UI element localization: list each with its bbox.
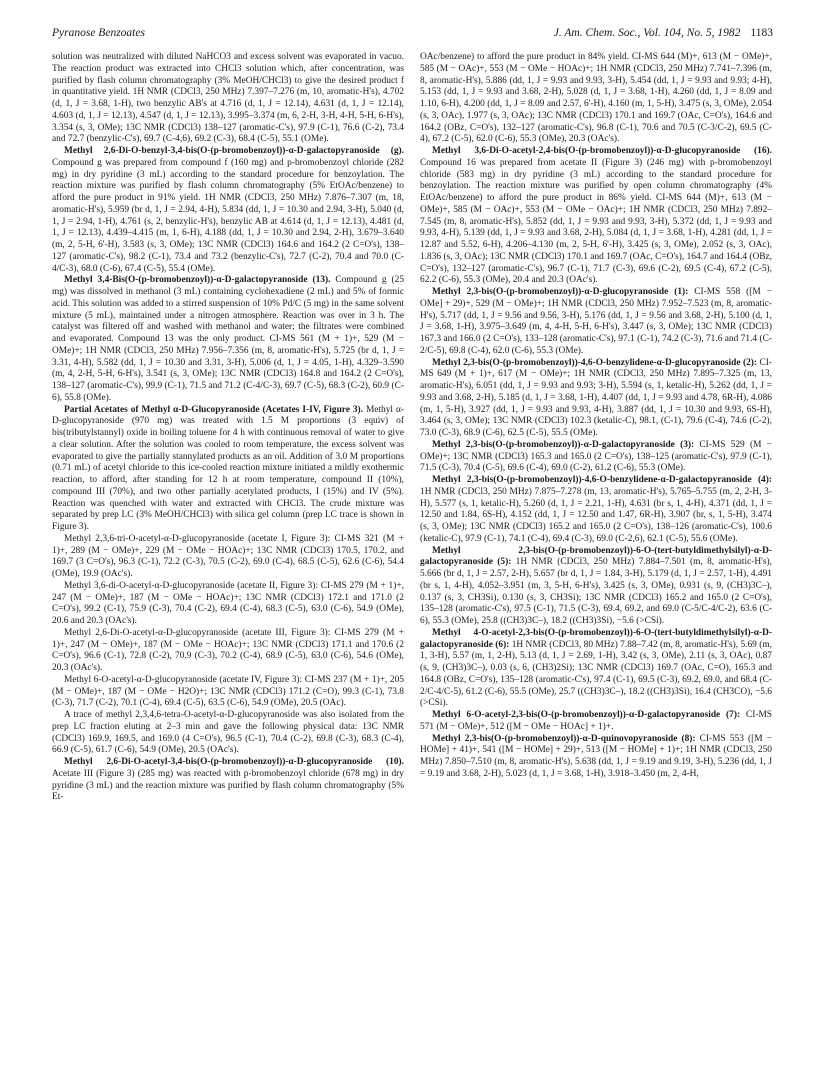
paragraph	[52, 146, 404, 275]
paragraph-text: Compound 16 was prepared from acetate II (Figure 3) (246 mg) with p-bromobenzoyl chloride (583 mg) in dry pyridine (3 mL) according to the standard procedure for benzoylation. The reaction mixture was purified by open column chromatography (4% EtOAc/benzene) to afford the pure product in 86% yield. CI-MS 644 (M)+, 613 (M − OMe)+, 585 (M − OAc)+, 553 (M − OMe − OAc)+; 1H NMR (CDCl3, 250 MHz) 7.892–7.545 (m, 8, aromatic-H's), 5.852 (dd, 1, J = 9.93 and 9.93, 3-H), 5.372 (dd, 1, J = 9.93 and 9.93, 4-H), 5.139 (dd, 1, J = 9.93 and 3.68, 2-H), 5.084 (d, 1, J = 3.68, 1-H), 4.281 (dd, 1, J = 12.87 and 5.52, 6-H), 4.206–4.130 (m, 2, 5-H, 6'-H), 3.425 (s, 3, OMe), 2.052 (s, 3, OAc), 1.836 (s, 3, OAc); 13C NMR (CDCl3) 170.1 and 169.7 (OAc, C=O's), 164.7 and 164.4 (OBz, C=O's), 132–127 (aromatic-C's), 96.7 (C-1), 71.7 (C-3), 69.6 (C-2), 69.5 (C-4), 67.2 (C-5), 62.2 (C-6), 55.3 (OMe), 20.4 and 20.3 (OAc's).	[420, 157, 772, 286]
paragraph-text: 1H NMR (CDCl3, 250 MHz) 7.884–7.501 (m, 8, aromatic-H's), 5.666 (br d, 1, J = 2.57, 2-H), 5.657 (br d, 1, J = 1.84, 3-H), 5.179 (d, 1, J = 2.57, 1-H), 4.491 (br s, 1, 4-H), 4.052–3.951 (m, 3, 5-H, 6-H's), 3.425 (s, 3, OMe), 0.931 (s, 9, (CH3)3C–), 0.137 (s, 3, CH3Si), 0.130 (s, 3, CH3Si); 13C NMR (CDCl3) 165.2 and 165.0 (2 C=O's), 135–128 (aromatic-C's), 97.5 (C-1), 71.5 (C-3), 69.4, 69.2, and 69.0 (C-5/C-4/C-2), 63.6 (C-6), 55.3 (OMe), 25.8 ((CH3)3C–), 18.2 ((CH3)3Si), −5.6 (>CSi).	[420, 557, 772, 626]
paragraph	[420, 734, 772, 781]
paragraph-text: Methyl α-D-glucopyranoside (970 mg) was treated with 1.5 M proportions (3 equiv) of bis(tributylstannyl) oxide in boiling toluene for 4 h with continuous removal of water to give a clear solution. After the solution was cooled to room temperature, the excess solvent was evaporated to give the partially stannylated products as an oil. Addition of 3.0 M proportions (0.71 mL) of acetyl chloride to this ice-cooled reaction mixture initiated a mildly exothermic reaction, to afford, after standing for 12 h at room temperature, compound II (10%), compound III (70%), and two other partially acetylated products, I (15%) and IV (5%). Reaction was quenched with water and extracted with CHCl3. The crude mixture was separated by prep LC (3% MeOH/CHCl3) with silica gel column (prep LC trace is shown in Figure 3).	[52, 404, 404, 532]
paragraph-text: CI-MS 558 ([M − OMe] + 29)+, 529 (M − OMe)+; 1H NMR (CDCl3, 250 MHz) 7.952–7.523 (m, 8, aromatic-H's), 5.717 (dd, 1, J = 9.56 and 9.56, 3-H), 5.176 (dd, 1, J = 9.56 and 3.68, 2-H), 5.100 (d, 1, J = 3.68, 1-H), 3.975–3.649 (m, 4, 4-H, 5-H, 6-H's), 3.447 (s, 3, OMe); 13C NMR (CDCl3) 167.3 and 166.0 (2 C=O's), 133–128 (aromatic-C's), 97.1 (C-1), 74.2 (C-3), 71.6 and 71.4 (C-2/C-5), 69.8 (C-4), 62.0 (C-6), 55.3 (OMe).	[420, 287, 772, 356]
running-title: Pyranose Benzoates	[52, 27, 145, 39]
compound-heading: Methyl 4-O-acetyl-2,3-bis(O-(p-bromobenzoyl))-6-O-(tert-butyldimethylsilyl)-α-D-galactopyranoside (6):	[420, 627, 772, 650]
paragraph	[420, 146, 772, 287]
paragraph-text: Methyl 3,6-di-O-acetyl-α-D-glucopyranoside (acetate II, Figure 3): CI-MS 279 (M + 1)+, 247 (M − OMe)+, 187 (M − OMe − HOAc)+; 13C NMR (CDCl3) 172.1 and 171.0 (2 C=O's), 99.2 (C-1), 75.9 (C-3), 70.4 (C-2), 69.4 (C-4), 68.3 (C-5), 63.0 (C-6), 54.9 (OMe), 20.6 and 20.3 (OAc's).	[52, 580, 404, 626]
paragraph-text: solution was neutralized with diluted NaHCO3 and excess solvent was evaporated in vacuo. The reaction product was extracted into CHCl3 solution which, after concentration, was purified by flash column chromatography (3% MeOH/CHCl3) to give the desired product f in quantitative yield. 1H NMR (CDCl3, 250 MHz) 7.397–7.276 (m, 10, aromatic-H's), 4.702 (d, 1, J = 3.68, 1-H), two benzylic AB's at 4.716 (d, 1, J = 12.14), 4.631 (d, 1, J = 12.14), 4.603 (d, 1, J = 12.13), 4.547 (d, 1, J = 12.13), 3.995–3.374 (m, 6, 2-H, 3-H, 4-H, 5-H, 6-H's), 3.354 (s, 3, OMe); 13C NMR (CDCl3) 138–127 (aromatic-C's), 97.9 (C-1), 76.6 (C-2), 73.4 and 72.7 (benzylic-C's), 69.7 (C-4,6), 69.2 (C-3), 68.4 (C-5), 55.1 (OMe).	[52, 52, 404, 145]
compound-heading: Methyl 3,6-Di-O-acetyl-2,4-bis(O-(p-bromobenzoyl))-α-D-glucopyranoside (16).	[432, 146, 772, 156]
paragraph-text: CI-MS 571 (M − OMe)+, 512 ([M − OMe − HOAc] + 1)+.	[420, 710, 772, 732]
paragraph	[52, 275, 404, 404]
paragraph	[420, 628, 772, 710]
compound-heading: Methyl 2,3-bis(O-(p-bromobenzoyl))-α-D-galactopyranoside (3):	[432, 439, 695, 450]
paragraph-text: Methyl 2,3,6-tri-O-acetyl-α-D-glucopyranoside (acetate I, Figure 3): CI-MS 321 (M + 1)+, 289 (M − OMe)+, 229 (M − OMe − HOAc)+; 13C NMR (CDCl3) 170.5, 170.2, and 169.7 (3 C=O's), 96.3 (C-1), 72.2 (C-3), 70.5 (C-2), 69.0 (C-4), 68.5 (C-5), 62.6 (C-6), 54.4 (OMe), 19.9 (OAc's).	[52, 533, 404, 579]
paragraph	[52, 52, 404, 146]
paragraph	[420, 287, 772, 358]
compound-heading: Methyl 2,3-bis(O-(p-bromobenzoyl))-α-D-glucopyranoside (1):	[432, 287, 689, 297]
paragraph	[420, 475, 772, 546]
journal-citation	[554, 27, 773, 39]
compound-heading: Methyl 6-O-acetyl-2,3-bis(O-(p-bromobenzoyl))-α-D-galactopyranoside (7):	[432, 710, 741, 720]
paragraph-text: Methyl 2,6-Di-O-acetyl-α-D-glucopyranoside (acetate III, Figure 3): CI-MS 279 (M + 1)+, 247 (M − OMe)+, 187 (M − OMe − HOAc)+; 13C NMR (CDCl3) 171.1 and 170.6 (2 C=O's), 96.6 (C-1), 72.8 (C-2), 70.9 (C-3), 70.2 (C-4), 68.9 (C-5), 63.0 (C-6), 54.6 (OMe), 20.3 (OAc's).	[52, 627, 404, 673]
paragraph-text: CI-MS 553 ([M − HOMe] + 41)+, 541 ([M − HOMe] + 29)+, 513 ([M − HOMe] + 1)+; 1H NMR (CDCl3, 250 MHz) 7.850–7.510 (m, 8, aromatic-H's), 5.638 (dd, 1, J = 9.19 and 9.19, 3-H), 5.236 (dd, 1, J = 9.19 and 3.68, 2-H), 5.023 (d, 1, J = 3.68, 1-H), 3.918–3.450 (m, 2, 4-H,	[420, 733, 772, 779]
paragraph	[52, 757, 404, 804]
paragraph	[420, 710, 772, 734]
compound-heading: Partial Acetates of Methyl α-D-Glucopyranoside (Acetates I-IV, Figure 3).	[64, 404, 364, 415]
journal-name: J. Am. Chem. Soc., Vol. 104, No. 5, 1982	[553, 27, 741, 39]
paragraph	[420, 546, 772, 628]
right-column	[420, 52, 772, 1057]
paragraph-text: 1H NMR (CDCl3, 80 MHz) 7.88–7.42 (m, 8, aromatic-H's), 5.69 (m, 1, 3-H), 5.57 (m, 1, 2-H), 5.13 (d, 1, J = 2.69, 1-H), 3.42 (s, 3, OMe), 2.11 (s, 3, OAc), 0.87 (s, 9, (CH3)3C–), 0.03 (s, 6, (CH3)2Si); 13C NMR (CDCl3) 169.7 (OAc, C=O), 165.3 and 164.8 (OBz, C=O's), 135–128 (aromatic-C's), 97.4 (C-1), 69.5 (C-3), 69.2, 69.0, and 68.4 (C-2/C-4/C-5), 61.2 (C-6), 55.5 (OMe), 25.7 ((CH3)3C–), 18.2 ((CH3)3Si), 16.4 (CH3CO), −5.6 (>CSi).	[420, 639, 772, 709]
paragraph-text: A trace of methyl 2,3,4,6-tetra-O-acetyl-α-D-glucopyranoside was also isolated from the prep LC fraction eluting at 2–3 min and gave the following physical data: 13C NMR (CDCl3) 169.9, 169.5, and 169.0 (4 C=O's), 96.5 (C-1), 70.4 (C-2), 69.8 (C-3), 68.3 (C-4), 66.9 (C-5), 61.7 (C-6), 54.9 (OMe), 20.5 (OAc's).	[52, 710, 404, 756]
running-header	[52, 24, 773, 42]
compound-heading: Methyl 2,3-bis(O-(p-bromobenzoyl))-4,6-O-benzylidene-α-D-galactopyranoside (4):	[432, 475, 772, 485]
paragraph	[52, 405, 404, 534]
paragraph	[420, 52, 772, 146]
paragraph	[52, 710, 404, 757]
paragraph-text: CI-MS 529 (M − OMe)+; 13C NMR (CDCl3) 165.3 and 165.0 (2 C=O's), 138–125 (aromatic-C's), 97.9 (C-1), 71.5 (C-3), 70.4 (C-5), 69.6 (C-4), 69.0 (C-2), 61.2 (C-6), 55.3 (OMe).	[420, 439, 772, 474]
paragraph-text: CI-MS 649 (M + 1)+, 617 (M − OMe)+; 1H NMR (CDCl3, 250 MHz) 7.895–7.325 (m, 13, aromatic-H's), 6.051 (dd, 1, J = 9.93 and 9.93; 3-H), 5.594 (s, 1, ketalic-H), 5.262 (dd, 1, J = 9.93 and 3.68, 2-H), 5.185 (d, 1, J = 3.68, 1-H), 4.407 (dd, 1, J = 9.93 and 4.78, 6R-H), 4.086 (m, 1, 5-H), 3.927 (dd, 1, J = 9.93 and 9.93, 4-H), 3.887 (dd, 1, J = 10.30 and 9.93, 6S-H), 3.464 (s, 3, OMe); 13C NMR (CDCl3) 102.3 (ketalic-C), 98.1, (C-1), 79.6 (C-4), 74.6 (C-2), 73.0 (C-3), 68.9 (C-6), 62.5 (C-5), 55.5 (OMe).	[420, 357, 772, 438]
paragraph-text: Compound g was prepared from compound f (160 mg) and p-bromobenzoyl chloride (282 mg) in dry pyridine (3 mL) according to the standard procedure for benzoylation. The reaction mixture was purified by flash column chromatography (5% EtOAc/benzene) to afford the pure product in 91% yield. 1H NMR (CDCl3, 250 MHz) 7.876–7.307 (m, 18, aromatic-H's), 5.959 (br d, 1, J = 2.94, 4-H), 5.834 (dd, 1, J = 10.30 and 2.94, 3-H), 5.040 (d, 1, J = 2.94, 1-H), 4.761 (s, 2, benzylic-H's), benzylic AB at 4.614 (d, 1, J = 12.13), 4.481 (d, 1, J = 12.13), 4.439–4.415 (m, 1, 6-H), 4.188 (dd, 1, J = 10.30 and 2.94, 2-H), 3.679–3.640 (m, 2, 5-H, 6'-H), 3.583 (s, 3, OMe); 13C NMR (CDCl3) 164.6 and 164.2 (2 C=O's), 138–127 (aromatic-C's), 98.2 (C-1), 73.4 and 73.2 (benzylic-C's), 72.7 (C-2), 70.4 and 70.0 (C-4/C-3), 68.0 (C-6), 67.4 (C-5), 55.4 (OMe).	[52, 157, 404, 274]
compound-heading: Methyl 2,6-Di-O-benzyl-3,4-bis(O-(p-bromobenzoyl))-α-D-galactopyranoside (g).	[64, 146, 404, 156]
compound-heading: Methyl 2,6-Di-O-acetyl-3,4-bis(O-(p-bromobenzoyl))-α-D-glucopyranoside (10).	[64, 757, 404, 767]
left-column	[52, 52, 404, 1057]
page-number: 1183	[750, 27, 773, 39]
paragraph-text: Acetate III (Figure 3) (285 mg) was reacted with p-bromobenzoyl chloride (678 mg) in dry pyridine (3 mL) and the reaction mixture was purified by flash column chromatography (5% Et-	[52, 768, 404, 803]
paragraph	[420, 358, 772, 440]
compound-heading: Methyl 2,3-bis(O-(p-bromobenzoyl))-4,6-O-benzylidene-α-D-glucopyranoside (2):	[432, 357, 758, 368]
paragraph-text: 1H NMR (CDCl3, 250 MHz) 7.875–7.278 (m, 13, aromatic-H's), 5.765–5.755 (m, 2, 2-H, 3-H), 5.577 (s, 1, ketalic-H), 5.260 (d, 1, J = 2.21, 1-H), 4.631 (br s, 1, 4-H), 4.371 (dd, 1, J = 12.50 and 1.84, 6S-H), 4.152 (dd, 1, J = 12.50 and 1.47, 6R-H), 3.907 (br, s, 1, 5-H), 3.474 (s, 3, OMe); 13C NMR (CDCl3) 165.2 and 165.0 (2 C=O's), 138–126 (aromatic-C's), 100.6 (ketalic-C), 97.9 (C-1), 74.1 (C-4), 69.4 (C-3), 69.0 (C-2,6), 62.1 (C-5), 55.6 (OMe).	[420, 486, 772, 544]
compound-heading: Methyl 2,3-bis(O-(p-bromobenzoyl))-α-D-quinovopyranoside (8):	[432, 733, 696, 744]
paragraph	[52, 675, 404, 710]
compound-heading: Methyl 3,4-Bis(O-(p-bromobenzoyl))-α-D-galactopyranoside (13).	[64, 275, 331, 286]
paragraph-text: OAc/benzene) to afford the pure product in 84% yield. CI-MS 644 (M)+, 613 (M − OMe)+, 585 (M − OAc)+, 553 (M − OMe − HOAc)+; 1H NMR (CDCl3, 250 MHz) 7.741–7.396 (m, 8, aromatic-H's), 5.886 (dd, 1, J = 9.93 and 9.93, 3-H), 5.454 (dd, 1, J = 9.93 and 9.93; 4-H), 5.153 (dd, 1, J = 9.93 and 3.68, 2-H), 5.028 (d, 1, J = 3.68, 1-H), 4.260 (dd, 1, J = 8.09 and 1.10, 6-H), 4.200 (dd, 1, J = 8.09 and 2.57, 6'-H), 4.160 (m, 1, 5-H), 3.475 (s, 3, OMe), 2.054 (s, 3, OAc), 1.977 (s, 3, OAc); 13C NMR (CDCl3) 170.1 and 169.7 (OAc, C=O's), 164.6 and 164.2 (OBz, C=O's), 132–127 (aromatic-C's), 96.8 (C-1), 70.6 and 70.5 (C-3/C-2), 69.5 (C-4), 67.2 (C-5), 62.0 (C-6), 55.3 (OMe), 20.3 (OAc's).	[420, 52, 772, 145]
paragraph-text: Methyl 6-O-acetyl-α-D-glucopyranoside (acetate IV, Figure 3): CI-MS 237 (M + 1)+, 205 (M − OMe)+, 187 (M − OMe − H2O)+; 13C NMR (CDCl3) 171.2 (C=O), 99.3 (C-1), 73.8 (C-3), 71.7 (C-2), 70.1 (C-4), 69.4 (C-5), 63.5 (C-6), 54.9 (OMe), 20.5 (OAc).	[52, 674, 404, 709]
paragraph	[420, 440, 772, 475]
paragraph	[52, 581, 404, 628]
paragraph-text: Compound g (25 mg) was dissolved in methanol (3 mL) containing cyclohexadiene (2 mL) and 5% of formic acid. This solution was added to a stirred suspension of 10% Pd/C (5 mg) in the same solvent mixture (5 mL), maintained under a nitrogen atmosphere. Reaction was over in 3 h. The catalyst was filtered off and washed with methanol and water; the filtrates were combined and evaporated. Compound 13 was the only product. CI-MS 561 (M + 1)+, 529 (M − OMe)+; 1H NMR (CDCl3, 250 MHz) 7.956–7.356 (m, 8, aromatic-H's), 5.725 (br d, 1, J = 3.31, 4-H), 5.582 (dd, 1, J = 10.30 and 3.31, 3-H), 5.006 (d, 1, J = 4.05, 1-H), 4.329–3.590 (m, 4, 2-H, 5-H, 6-H's), 3.541 (s, 3, OMe); 13C NMR (CDCl3) 164.8 and 164.2 (2 C=O's), 138–127 (aromatic-C's), 99.9 (C-1), 71.5 and 71.2 (C-4/C-3), 69.7 (C-5), 68.3 (C-2), 60.9 (C-6), 55.8 (OMe).	[52, 275, 404, 403]
paragraph	[52, 534, 404, 581]
paragraph	[52, 628, 404, 675]
compound-heading: Methyl 2,3-bis(O-(p-bromobenzoyl))-6-O-(tert-butyldimethylsilyl)-α-D-galactopyranoside (5):	[420, 545, 772, 568]
